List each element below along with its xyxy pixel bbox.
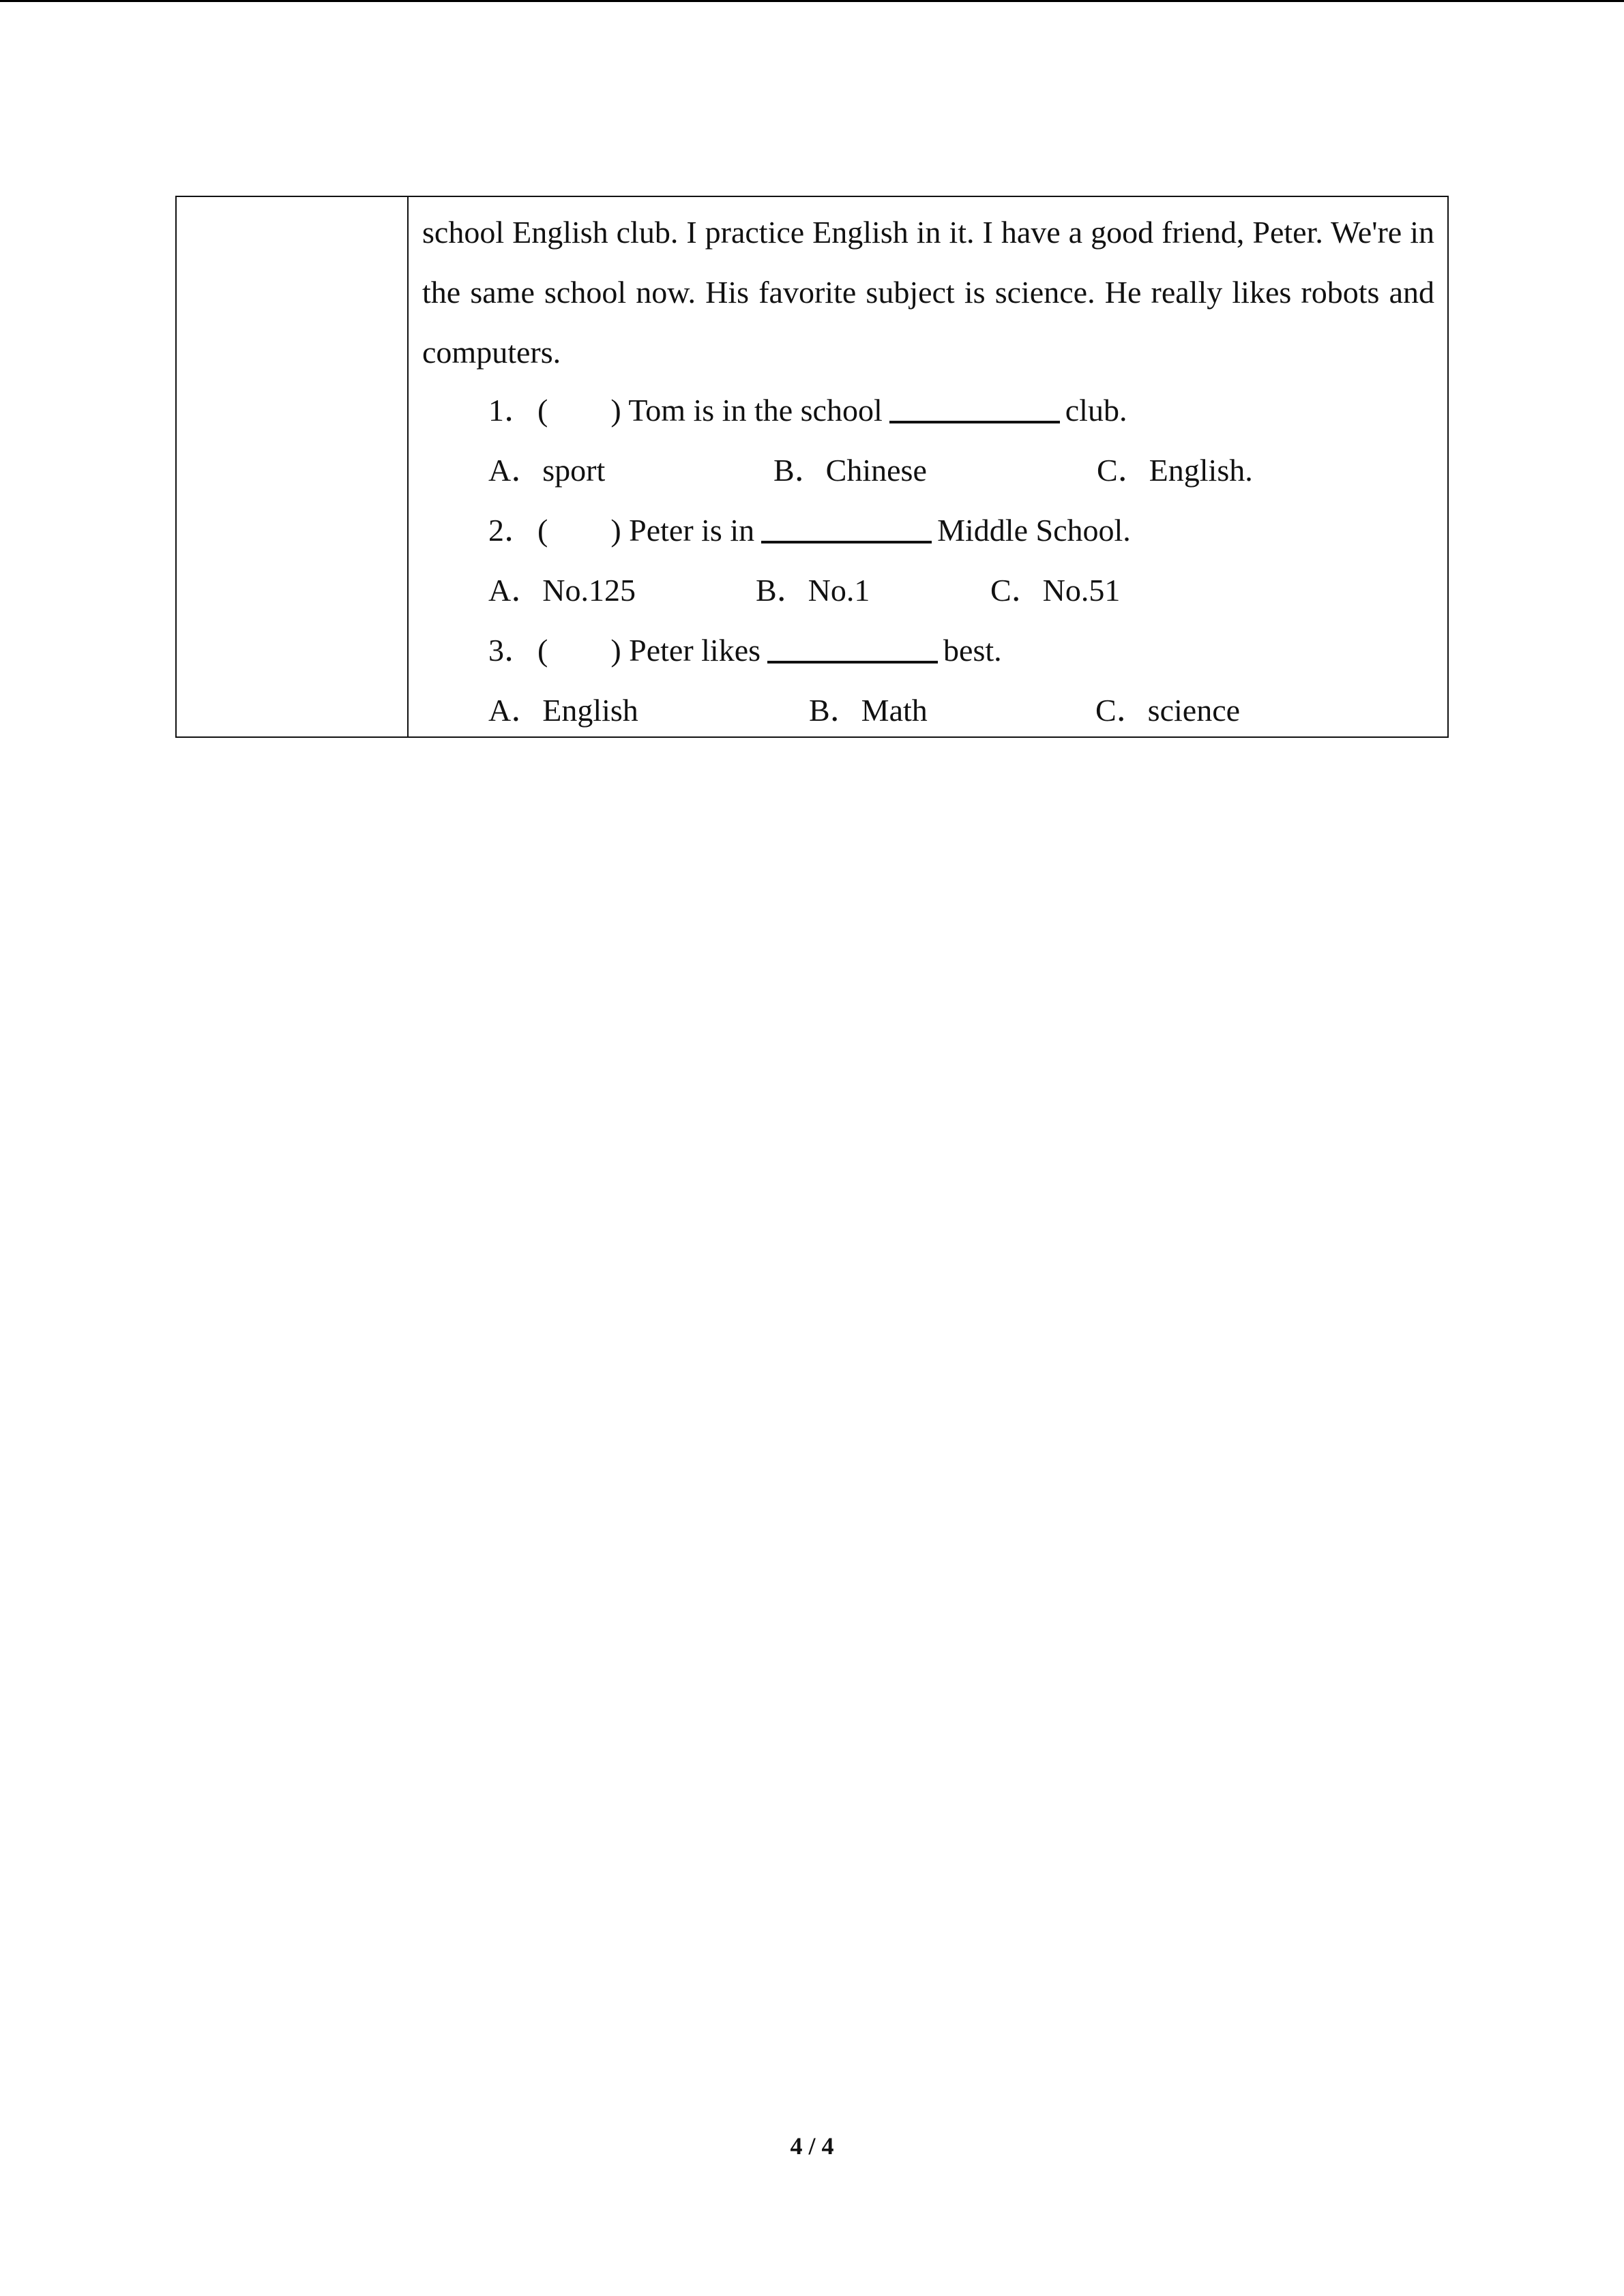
page-number: 4 / 4 bbox=[790, 2132, 834, 2160]
question-number: 2． bbox=[488, 513, 535, 548]
answer-blank[interactable] bbox=[761, 513, 932, 543]
answer-blank[interactable] bbox=[889, 393, 1060, 423]
answer-blank[interactable] bbox=[767, 633, 938, 664]
option-a[interactable]: A．English bbox=[488, 693, 638, 728]
question-stem-after: Middle School. bbox=[937, 513, 1131, 548]
question-number: 1． bbox=[488, 393, 535, 428]
option-b[interactable]: B．Chinese bbox=[773, 453, 927, 488]
option-b[interactable]: B．No.1 bbox=[756, 573, 870, 608]
table-left-cell bbox=[177, 197, 409, 736]
option-c[interactable]: C．No.51 bbox=[990, 573, 1121, 608]
question-3 bbox=[488, 630, 1002, 671]
reading-passage: school English club. I practice English in it. I have a good friend, Peter. We're in the same school now. His favorite subject is science. He really likes robots and computers. bbox=[422, 215, 1434, 370]
exercise-table bbox=[175, 196, 1449, 738]
question-stem-after: club. bbox=[1065, 393, 1127, 428]
option-c[interactable]: C．science bbox=[1095, 693, 1241, 728]
answer-parentheses[interactable]: ( ) bbox=[537, 633, 621, 668]
option-a[interactable]: A．No.125 bbox=[488, 573, 636, 608]
question-1 bbox=[488, 390, 1127, 431]
question-stem-before: Peter likes bbox=[629, 633, 761, 668]
question-number: 3． bbox=[488, 633, 535, 668]
answer-parentheses[interactable]: ( ) bbox=[537, 393, 621, 428]
question-2 bbox=[488, 510, 1131, 551]
option-c[interactable]: C．English. bbox=[1097, 453, 1253, 488]
answer-parentheses[interactable]: ( ) bbox=[537, 513, 621, 548]
option-b[interactable]: B．Math bbox=[809, 693, 928, 728]
question-stem-after: best. bbox=[943, 633, 1002, 668]
question-stem-before: Peter is in bbox=[629, 513, 755, 548]
top-border-rule bbox=[0, 0, 1624, 2]
table-right-cell bbox=[409, 197, 1447, 736]
option-a[interactable]: A．sport bbox=[488, 453, 606, 488]
question-stem-before: Tom is in the school bbox=[628, 393, 883, 428]
